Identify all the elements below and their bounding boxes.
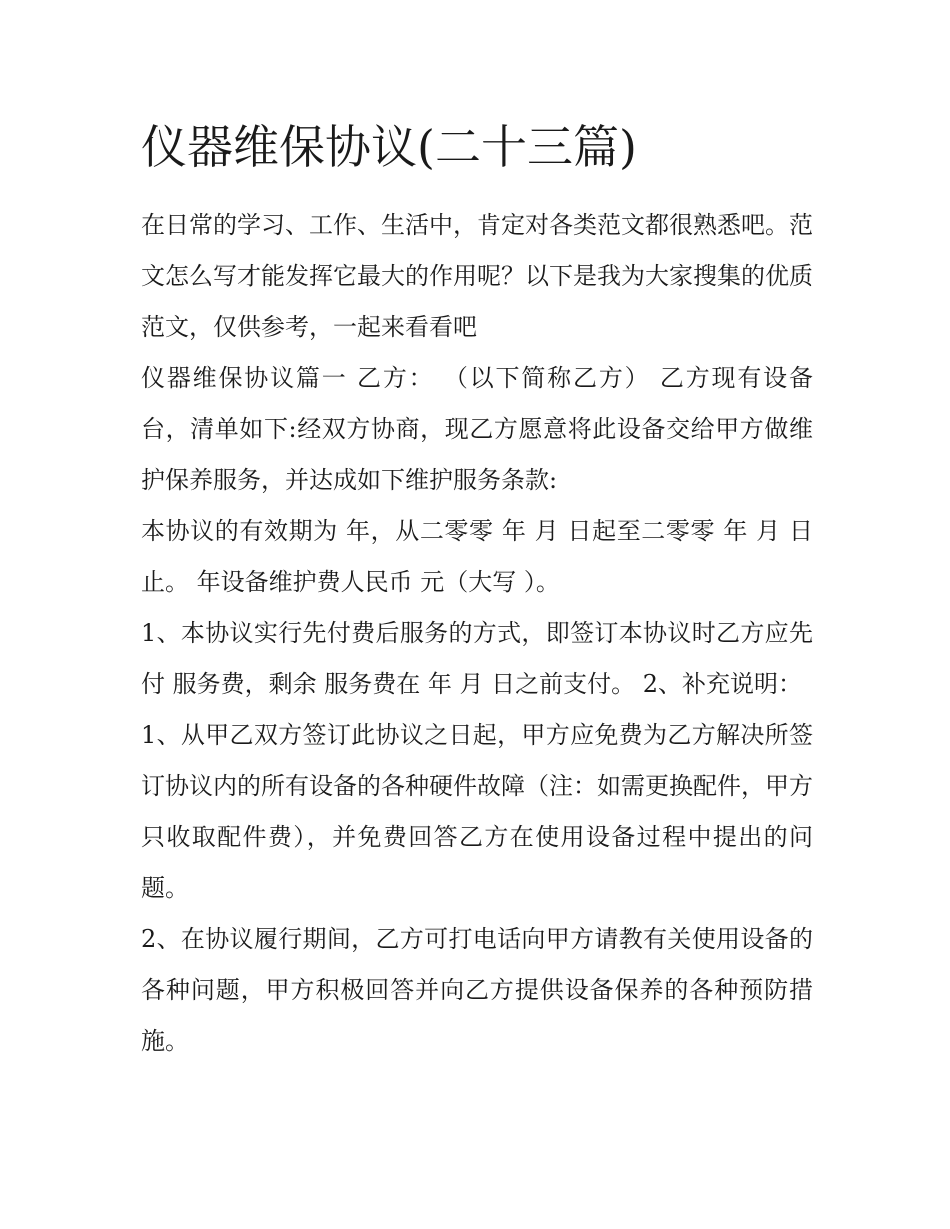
validity-period-paragraph: 本协议的有效期为 年，从二零零 年 月 日起至二零零 年 月 日止。 年设备维护费人民币 元（大写 ）。: [141, 517, 813, 596]
agreement-opening-paragraph: 仪器维保协议篇一 乙方： （以下简称乙方） 乙方现有设备 台，清单如下:经双方协商，现乙方愿意将此设备交给甲方做维护保养服务，并达成如下维护服务条款:: [141, 364, 813, 494]
payment-terms-paragraph: 1、本协议实行先付费后服务的方式，即签订本协议时乙方应先付 服务费，剩余 服务费在 年 月 日之前支付。 2、补充说明：: [141, 619, 813, 698]
document-title: 仪器维保协议(二十三篇): [141, 120, 637, 174]
clause-1-paragraph: 1、从甲乙双方签订此协议之日起，甲方应免费为乙方解决所签订协议内的所有设备的各种硬件故障（注：如需更换配件，甲方只收取配件费），并免费回答乙方在使用设备过程中提出的问题。: [141, 721, 813, 902]
document-page: [141, 112, 813, 1067]
clause-2-paragraph: 2、在协议履行期间，乙方可打电话向甲方请教有关使用设备的各种问题，甲方积极回答并向乙方提供设备保养的各种预防措施。: [141, 925, 813, 1055]
intro-paragraph: 在日常的学习、工作、生活中，肯定对各类范文都很熟悉吧。范文怎么写才能发挥它最大的作用呢？以下是我为大家搜集的优质范文，仅供参考，一起来看看吧: [141, 211, 813, 341]
